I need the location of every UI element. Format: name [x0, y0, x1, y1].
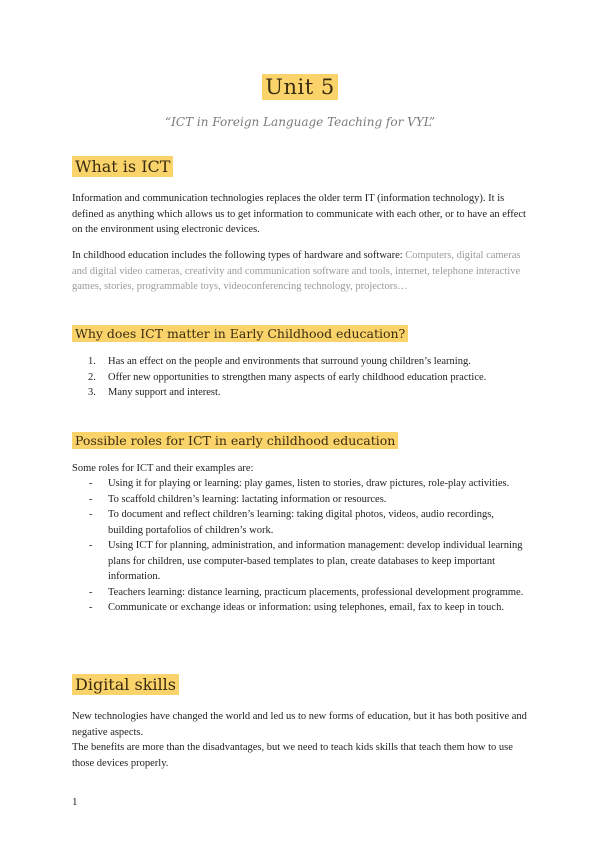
list-item: - To scaffold children’s learning: lactating information or resources.	[89, 493, 387, 505]
paragraph-digital-1: New technologies have changed the world and led us to new forms of education, but it has both positive and negative aspects.	[72, 711, 527, 738]
section-heading-roles: Possible roles for ICT in early childhood education	[72, 432, 398, 449]
section-heading-why-ict: Why does ICT matter in Early Childhood education?	[72, 325, 408, 342]
title-wrap	[0, 74, 600, 100]
paragraph-hardware-software	[72, 248, 528, 295]
roles-list	[72, 476, 528, 616]
list-item: - Using it for playing or learning: play games, listen to stories, draw pictures, role-play activities.	[89, 478, 510, 489]
section-heading-digital-skills: Digital skills	[72, 674, 179, 695]
page-subtitle: “ICT in Foreign Language Teaching for VYL”	[165, 115, 435, 129]
page-number: 1	[72, 796, 78, 808]
list-item: - To document and reflect children’s learning: taking digital photos, videos, audio recordings, building portafolios of children’s work.	[89, 509, 494, 536]
list-item: 3. Many support and interest.	[88, 387, 221, 398]
section-heading-what-is-ict: What is ICT	[72, 156, 173, 177]
roles-intro: Some roles for ICT and their examples are:	[72, 463, 254, 474]
paragraph-examples: Computers, digital cameras and digital video cameras, creativity and communication software and tools, internet, telephone interactive games, stories, programmable toys, videoconferencing technology, projectors…	[72, 250, 521, 292]
list-item: - Communicate or exchange ideas or information: using telephones, email, fax to keep in touch.	[89, 602, 504, 613]
list-item: - Using ICT for planning, administration, and information management: develop individual learning plans for children, use computer-based templates to plan, create databases to keep important information.	[89, 540, 523, 582]
list-item: 2. Offer new opportunities to strengthen many aspects of early childhood education practice.	[88, 371, 487, 383]
paragraph-lead: In childhood education includes the following types of hardware and software:	[72, 250, 406, 261]
list-item: 1. Has an effect on the people and environments that surround young children’s learning.	[88, 356, 471, 367]
paragraph-ict-definition: Information and communication technologies replaces the older term IT (information technology). It is defined as anything which allows us to get information to communicate with each other, or to have an effect on the environment using electronic devices.	[72, 193, 526, 235]
list-item: - Teachers learning: distance learning, practicum placements, professional development programme.	[89, 586, 524, 598]
page-title: Unit 5	[262, 74, 337, 100]
why-ict-list	[72, 354, 528, 401]
paragraph-digital-2: The benefits are more than the disadvantages, but we need to teach kids skills that teach them how to use those devices properly.	[72, 742, 513, 769]
